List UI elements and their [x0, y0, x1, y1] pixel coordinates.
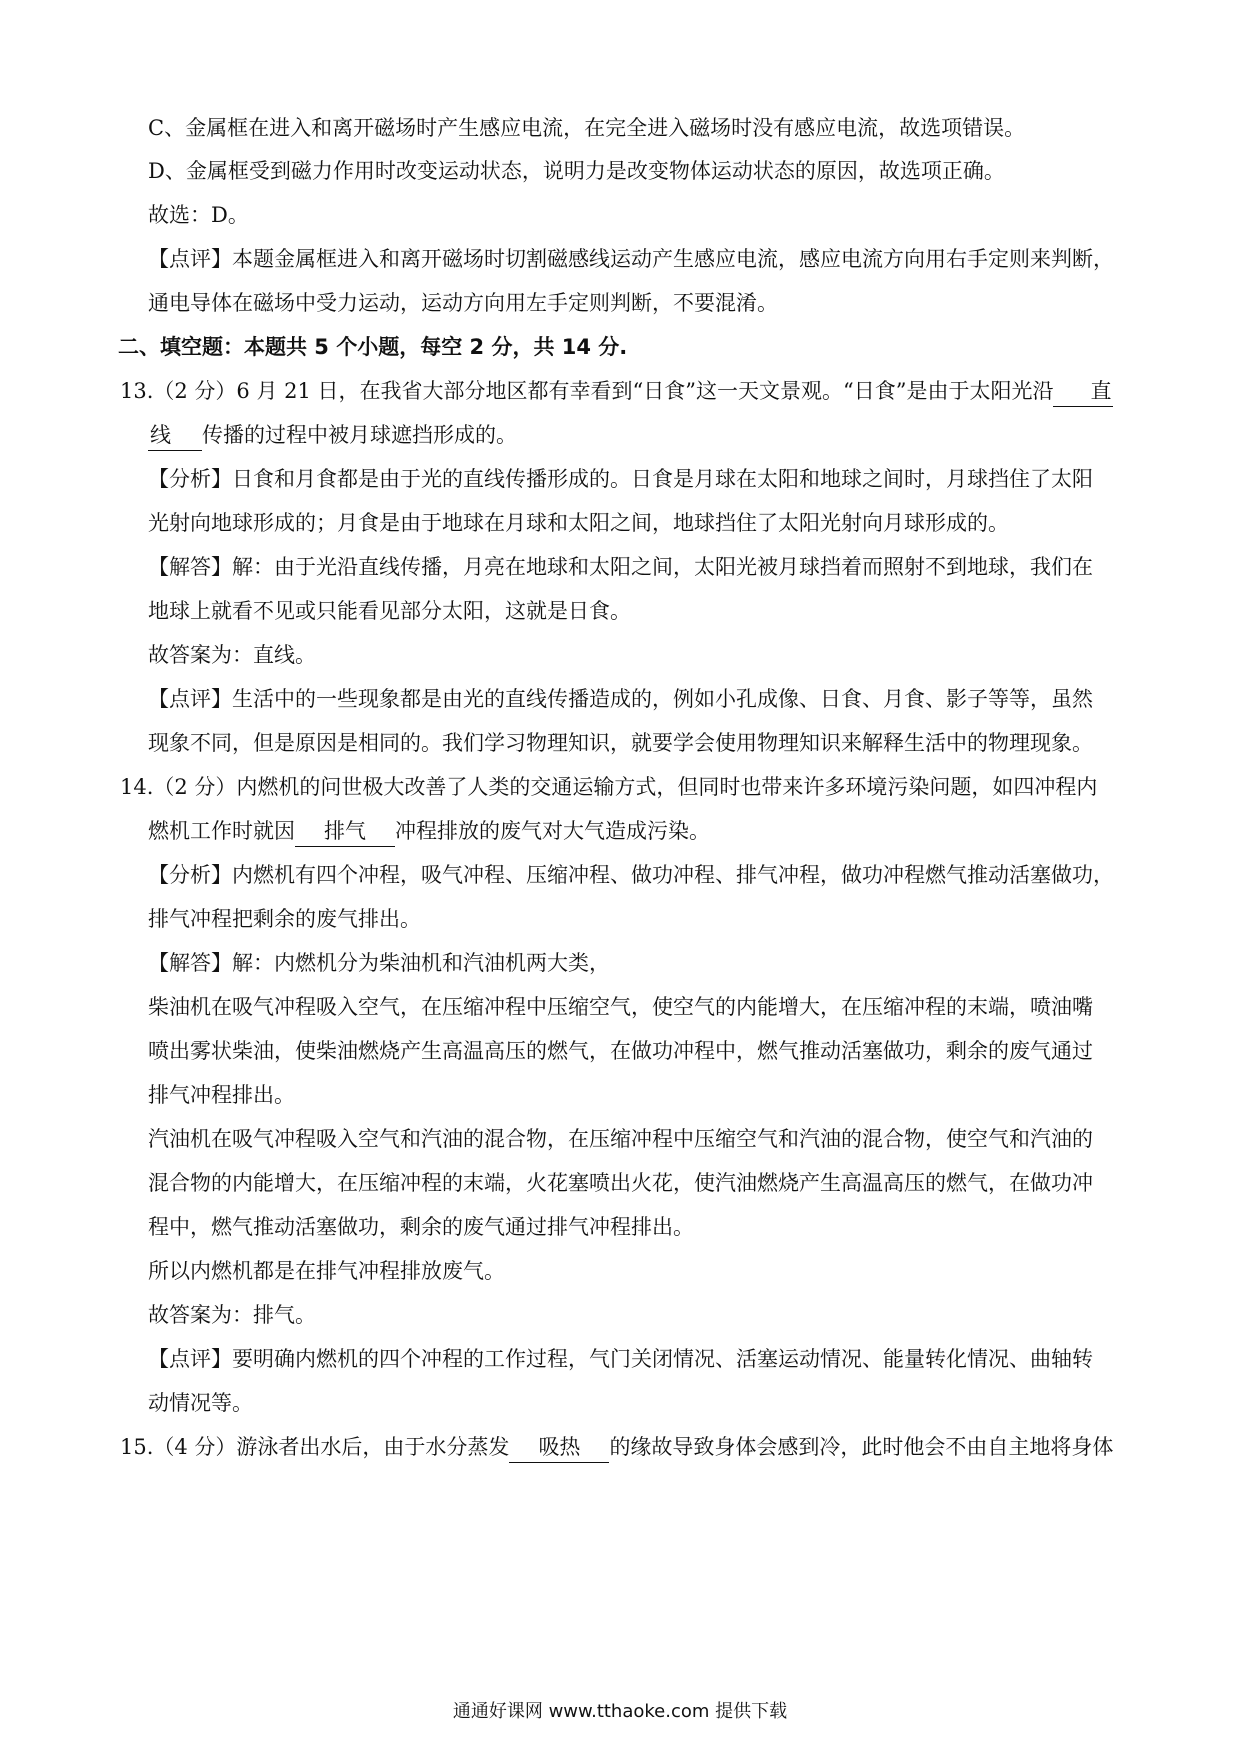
q14-stem-post: 冲程排放的废气对大气造成污染。: [395, 819, 710, 843]
q14-solution-2: 柴油机在吸气冲程吸入空气，在压缩冲程中压缩空气，使空气的内能增大，在压缩冲程的末端，喷油嘴: [148, 995, 1093, 1019]
q13-stem-text: 13.（2 分）6 月 21 日，在我省大部分地区都有幸看到“日食”这一天文景观。“日食”是由于太阳光沿: [120, 379, 1054, 403]
q15-answer-blank: 吸热: [509, 1432, 609, 1463]
answer-choice: 故选：D。: [148, 203, 249, 227]
q13-final-answer: 故答案为：直线。: [148, 643, 316, 667]
comment-line-2: 通电导体在磁场中受力运动，运动方向用左手定则判断，不要混淆。: [148, 291, 778, 315]
q13-analysis-2: 光射向地球形成的；月食是由于地球在月球和太阳之间，地球挡住了太阳光射向月球形成的。: [148, 511, 1009, 535]
q14-solution-3: 喷出雾状柴油，使柴油燃烧产生高温高压的燃气，在做功冲程中，燃气推动活塞做功，剩余的废气通过: [148, 1039, 1093, 1063]
section-heading: 二、填空题：本题共 5 个小题，每空 2 分，共 14 分.: [118, 335, 628, 359]
q13-analysis-1: 【分析】日食和月食都是由于光的直线传播形成的。日食是月球在太阳和地球之间时，月球挡住了太阳: [148, 467, 1093, 491]
q14-answer-blank: 排气: [295, 816, 395, 847]
page-footer: 通通好课网 www.tthaoke.com 提供下载: [452, 1701, 788, 1722]
q14-solution-4: 排气冲程排出。: [148, 1083, 295, 1107]
q13-solution-2: 地球上就看不见或只能看见部分太阳，这就是日食。: [148, 599, 631, 623]
q13-stem-text-2: 传播的过程中被月球遮挡形成的。: [202, 423, 517, 447]
q14-solution-7: 程中，燃气推动活塞做功，剩余的废气通过排气冲程排出。: [148, 1215, 694, 1239]
q14-comment-2: 动情况等。: [148, 1391, 253, 1415]
option-d-explanation: D、金属框受到磁力作用时改变运动状态，说明力是改变物体运动状态的原因，故选项正确。: [148, 159, 1005, 183]
q14-stem-line-1: 14.（2 分）内燃机的问世极大改善了人类的交通运输方式，但同时也带来许多环境污染问题，如四冲程内: [120, 775, 1098, 799]
q13-stem-line-1: [120, 376, 1113, 407]
q15-stem-post: 的缘故导致身体会感到冷，此时他会不由自主地将身体: [609, 1435, 1114, 1459]
q14-comment-1: 【点评】要明确内燃机的四个冲程的工作过程，气门关闭情况、活塞运动情况、能量转化情况、曲轴转: [148, 1347, 1093, 1371]
q14-solution-8: 所以内燃机都是在排气冲程排放废气。: [148, 1259, 505, 1283]
q13-answer-blank-part1: 直: [1053, 376, 1113, 407]
q13-comment-1: 【点评】生活中的一些现象都是由光的直线传播造成的，例如小孔成像、日食、月食、影子等等，虽然: [148, 687, 1093, 711]
q14-analysis-2: 排气冲程把剩余的废气排出。: [148, 907, 421, 931]
q13-solution-1: 【解答】解：由于光沿直线传播，月亮在地球和太阳之间，太阳光被月球挡着而照射不到地球，我们在: [148, 555, 1093, 579]
q14-analysis-1: 【分析】内燃机有四个冲程，吸气冲程、压缩冲程、做功冲程、排气冲程，做功冲程燃气推动活塞做功，: [148, 863, 1114, 887]
q14-stem-line-2: [148, 816, 710, 847]
q15-stem-line-1: [120, 1432, 1113, 1463]
comment-line-1: 【点评】本题金属框进入和离开磁场时切割磁感线运动产生感应电流，感应电流方向用右手定则来判断，: [148, 247, 1114, 271]
q15-stem-pre: 15.（4 分）游泳者出水后，由于水分蒸发: [120, 1435, 510, 1459]
q14-solution-6: 混合物的内能增大，在压缩冲程的末端，火花塞喷出火花，使汽油燃烧产生高温高压的燃气，在做功冲: [148, 1171, 1093, 1195]
option-c-explanation: C、金属框在进入和离开磁场时产生感应电流，在完全进入磁场时没有感应电流，故选项错误。: [148, 116, 1026, 140]
q14-solution-1: 【解答】解：内燃机分为柴油机和汽油机两大类，: [148, 951, 610, 975]
q14-stem-pre-text: 燃机工作时就因: [148, 819, 295, 843]
q14-solution-5: 汽油机在吸气冲程吸入空气和汽油的混合物，在压缩冲程中压缩空气和汽油的混合物，使空气和汽油的: [148, 1127, 1093, 1151]
q13-stem-line-2: [148, 420, 517, 451]
q13-comment-2: 现象不同，但是原因是相同的。我们学习物理知识，就要学会使用物理知识来解释生活中的物理现象。: [148, 731, 1093, 755]
q14-final-answer: 故答案为：排气。: [148, 1303, 316, 1327]
q13-answer-blank-part2: 线: [148, 420, 202, 451]
